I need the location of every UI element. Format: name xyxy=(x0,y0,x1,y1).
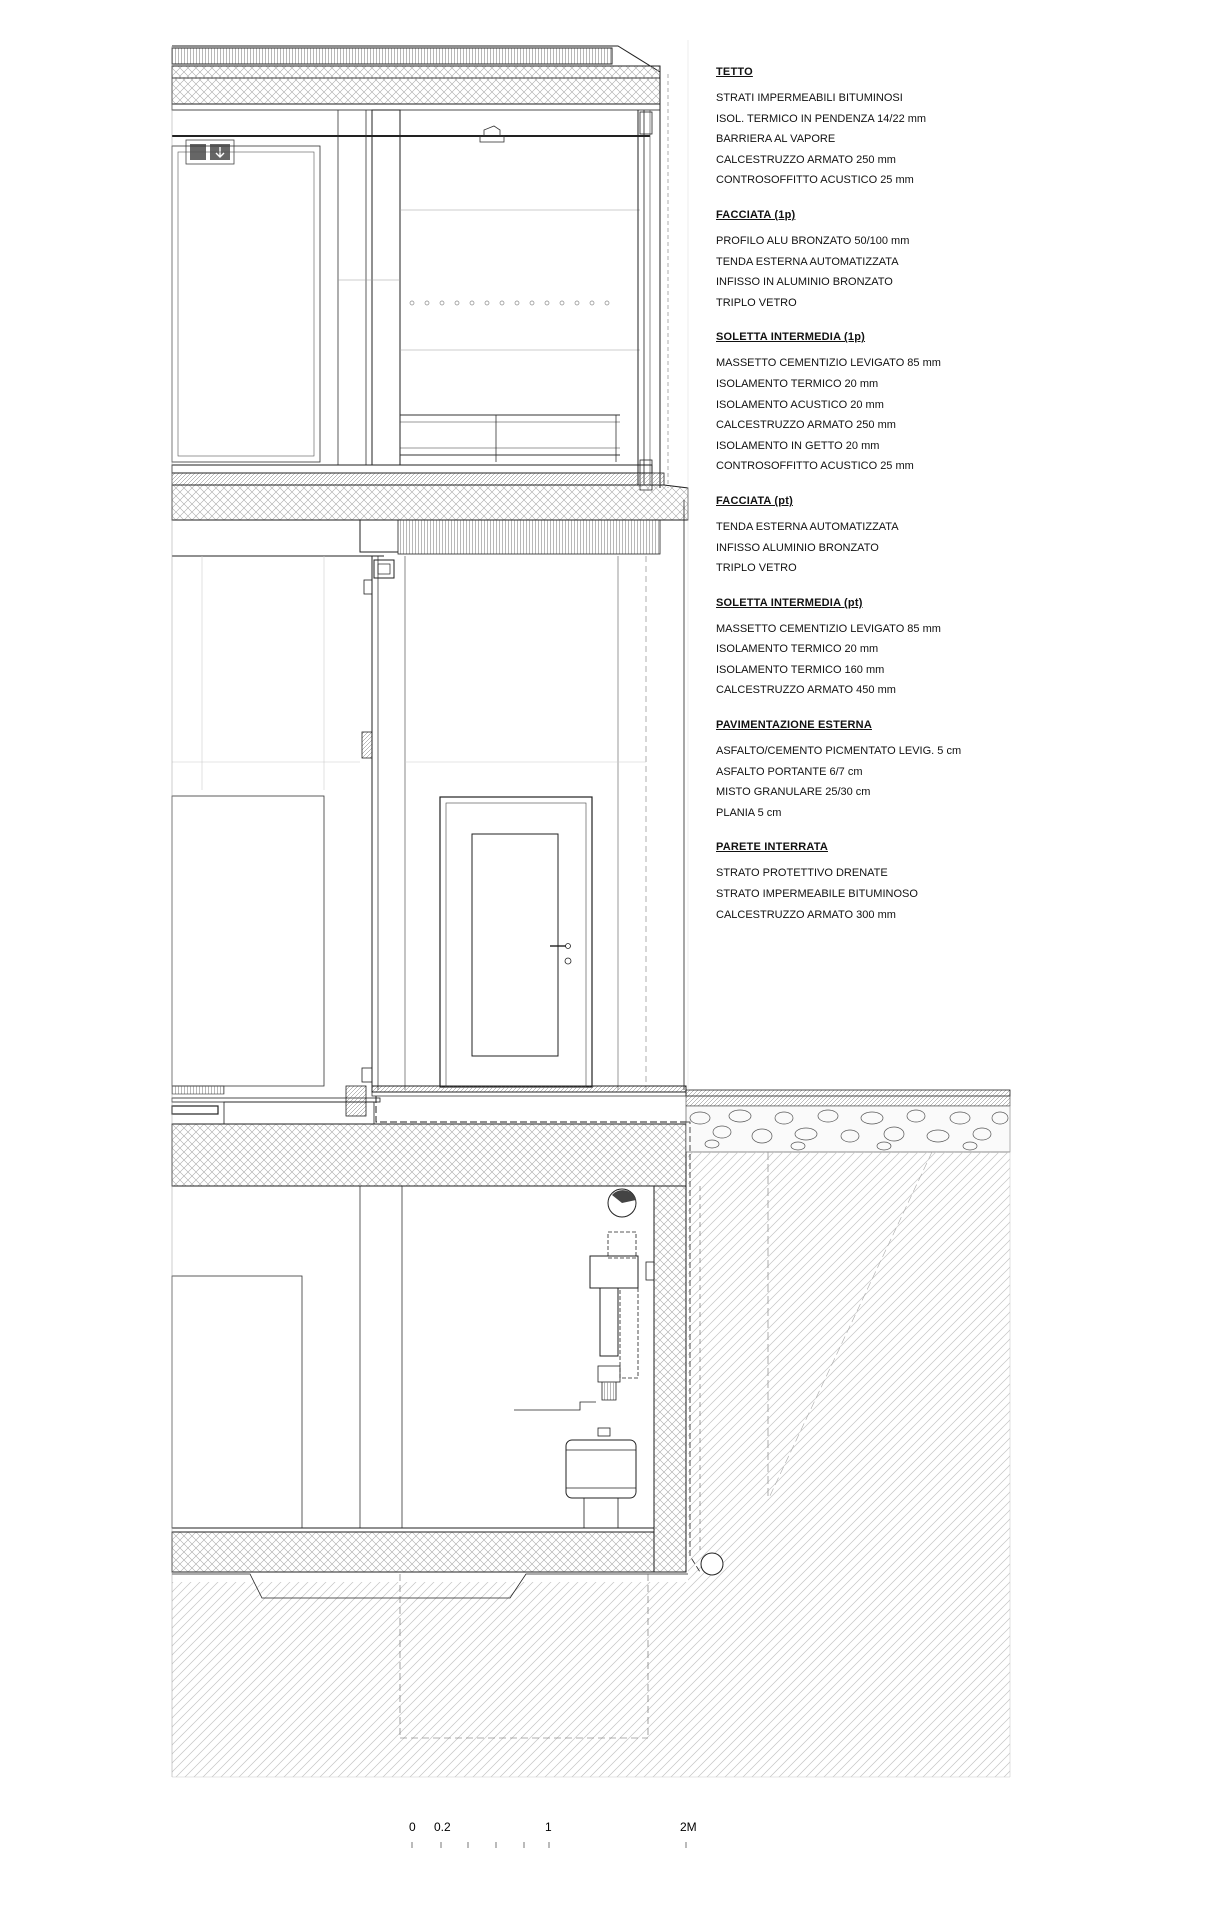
legend-item: MISTO GRANULARE 25/30 cm xyxy=(716,786,871,799)
legend-section-title: FACCIATA (pt) xyxy=(716,494,793,507)
legend-item: INFISSO IN ALUMINIO BRONZATO xyxy=(716,276,893,289)
legend-item-list xyxy=(716,863,1186,925)
legend-item: ISOLAMENTO TERMICO 160 mm xyxy=(716,663,885,676)
legend-item: PLANIA 5 cm xyxy=(716,806,782,819)
legend-item: ISOLAMENTO ACUSTICO 20 mm xyxy=(716,398,884,411)
intermediate-slab-pt xyxy=(172,1086,686,1186)
legend-section xyxy=(716,841,1186,925)
legend-item: CALCESTRUZZO ARMATO 450 mm xyxy=(716,684,896,697)
legend-item: CONTROSOFFITTO ACUSTICO 25 mm xyxy=(716,460,914,473)
legend-item: ISOLAMENTO TERMICO 20 mm xyxy=(716,643,879,656)
legend-item-list xyxy=(716,741,1186,823)
scale-label-0: 0 xyxy=(409,1820,416,1834)
external-paving xyxy=(686,1090,1010,1152)
legend-item: ASFALTO PORTANTE 6/7 cm xyxy=(716,765,863,778)
legend-item: STRATO IMPERMEABILE BITUMINOSO xyxy=(716,888,918,901)
legend-item-list xyxy=(716,88,1186,191)
legend-item: CONTROSOFFITTO ACUSTICO 25 mm xyxy=(716,174,914,187)
legend-item-list xyxy=(716,353,1186,477)
legend-item: ISOLAMENTO TERMICO 20 mm xyxy=(716,377,879,390)
legend-section-title: SOLETTA INTERMEDIA (1p) xyxy=(716,331,866,344)
legend-section-title: PAVIMENTAZIONE ESTERNA xyxy=(716,719,872,732)
legend-item: CALCESTRUZZO ARMATO 300 mm xyxy=(716,908,896,921)
upper-floor-room xyxy=(172,110,652,490)
legend-item: MASSETTO CEMENTIZIO LEVIGATO 85 mm xyxy=(716,622,941,635)
legend-section xyxy=(716,66,1186,191)
pump-equipment-icon xyxy=(514,1189,654,1528)
legend-item: TRIPLO VETRO xyxy=(716,562,797,575)
legend-section-title: FACCIATA (1p) xyxy=(716,208,796,221)
legend-section-title: PARETE INTERRATA xyxy=(716,841,828,854)
legend-section xyxy=(716,209,1186,313)
legend-item: TENDA ESTERNA AUTOMATIZZATA xyxy=(716,255,899,268)
legend-item: ASFALTO/CEMENTO PICMENTATO LEVIG. 5 cm xyxy=(716,745,962,758)
legend-item-list xyxy=(716,517,1186,579)
legend-item: PROFILO ALU BRONZATO 50/100 mm xyxy=(716,234,910,247)
legend-item: STRATO PROTETTIVO DRENATE xyxy=(716,867,888,880)
legend-item: TENDA ESTERNA AUTOMATIZZATA xyxy=(716,520,899,533)
ground-floor-room xyxy=(172,500,684,1116)
scale-bar xyxy=(409,1820,697,1848)
legend-item: INFISSO ALUMINIO BRONZATO xyxy=(716,541,879,554)
legend-item: BARRIERA AL VAPORE xyxy=(716,133,836,146)
legend-item: CALCESTRUZZO ARMATO 250 mm xyxy=(716,153,896,166)
legend-item: CALCESTRUZZO ARMATO 250 mm xyxy=(716,419,896,432)
scale-label-2m: 2M xyxy=(680,1820,697,1834)
scale-label-1: 1 xyxy=(545,1820,552,1834)
legend-item: MASSETTO CEMENTIZIO LEVIGATO 85 mm xyxy=(716,357,941,370)
legend-item: STRATI IMPERMEABILI BITUMINOSI xyxy=(716,92,903,104)
legend-item-list xyxy=(716,231,1186,313)
legend-item-list xyxy=(716,619,1186,701)
legend-section-title: TETTO xyxy=(716,66,753,78)
legend-item: ISOLAMENTO IN GETTO 20 mm xyxy=(716,439,880,452)
door-icon xyxy=(440,797,592,1087)
legend-section xyxy=(716,719,1186,823)
frame-lines xyxy=(172,40,688,1777)
legend-section xyxy=(716,597,1186,701)
legend-section xyxy=(716,331,1186,477)
legend-section-title: SOLETTA INTERMEDIA (pt) xyxy=(716,596,863,609)
soil-hatch xyxy=(172,1106,1010,1777)
legend-section xyxy=(716,495,1186,579)
materials-legend xyxy=(716,66,1186,943)
intermediate-slab-1p xyxy=(172,465,688,556)
scale-label-0-2: 0.2 xyxy=(434,1820,451,1834)
legend-item: ISOL. TERMICO IN PENDENZA 14/22 mm xyxy=(716,112,927,125)
legend-item: TRIPLO VETRO xyxy=(716,296,797,309)
